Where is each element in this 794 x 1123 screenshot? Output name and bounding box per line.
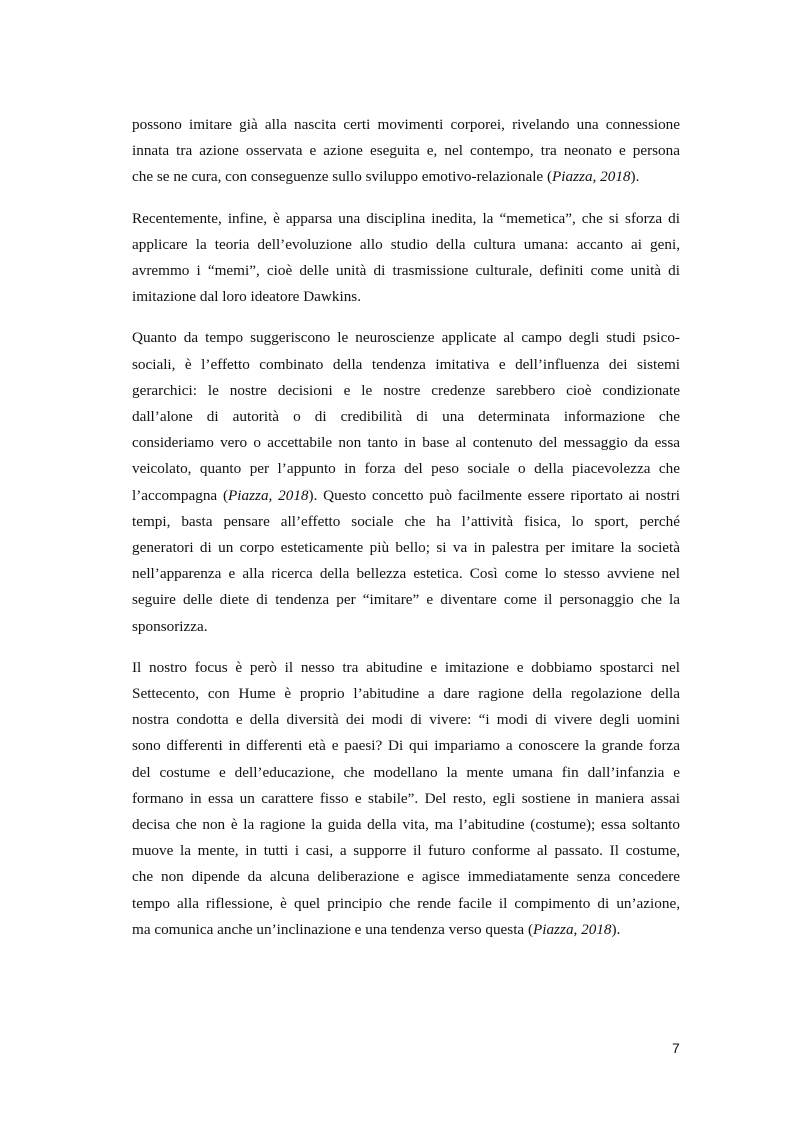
paragraph-4	[132, 655, 680, 943]
citation: Piazza, 2018	[228, 486, 309, 504]
citation: Piazza, 2018	[533, 920, 612, 938]
text-line: Recentemente, infine, è apparsa una disciplina inedita, la “memetica”, che si sforza di	[132, 209, 680, 227]
text-line: nostra condotta e della diversità dei modi di vivere: “i modi di vivere degli uomini	[132, 711, 680, 729]
text-line: dall’alone di autorità o di credibilità di una determinata informazione che	[132, 408, 680, 426]
text-fragment: ).	[611, 920, 621, 938]
text-line: che non dipende da alcuna deliberazione e agisce immediatamente senza concedere	[132, 868, 680, 886]
text-line: decisa che non è la ragione la guida della vita, ma l’abitudine (costume); essa soltanto	[132, 816, 680, 834]
page-number: 7	[672, 1040, 680, 1056]
text-line: Settecento, con Hume è proprio l’abitudine a dare ragione della regolazione della	[132, 685, 680, 703]
text-line: seguire delle diete di tendenza per “imitare” e diventare come il personaggio che la	[132, 591, 680, 609]
text-line: generatori di un corpo esteticamente più bello; si va in palestra per imitare la società	[132, 539, 680, 557]
text-line: tempo alla riflessione, è quel principio che rende facile il compimento di un’azione,	[132, 894, 680, 912]
text-line: possono imitare già alla nascita certi movimenti corporei, rivelando una connessione	[132, 116, 680, 133]
text-line: innata tra azione osservata e azione eseguita e, nel contempo, tra neonato e persona	[132, 142, 680, 160]
text-fragment: che se ne cura, con conseguenze sullo sviluppo emotivo-relazionale (	[132, 168, 553, 186]
text-line: sociali, è l’effetto combinato della tendenza imitativa e dell’influenza dei sistemi	[132, 355, 680, 373]
paragraph-3	[132, 325, 680, 639]
citation: Piazza, 2018	[552, 168, 631, 186]
text-line: nell’apparenza e alla ricerca della bellezza estetica. Così come lo stesso avviene nel	[132, 565, 680, 583]
paragraph-1	[132, 112, 680, 191]
text-line: consideriamo vero o accettabile non tanto in base al contenuto del messaggio da essa	[132, 434, 680, 452]
text-line: formano in essa un carattere fisso e stabile”. Del resto, egli sostiene in maniera assai	[132, 789, 680, 807]
text-line: imitazione dal loro ideatore Dawkins.	[132, 288, 362, 306]
text-line: tempi, basta pensare all’effetto sociale che ha l’attività fisica, lo sport, perché	[132, 512, 680, 530]
text-line	[132, 164, 680, 190]
text-line: avremmo i “memi”, cioè delle unità di trasmissione culturale, definiti come unità di	[132, 262, 680, 280]
text-fragment: ). Questo concetto può facilmente essere riportato ai nostri	[308, 486, 680, 504]
text-line: sponsorizza.	[132, 617, 208, 635]
text-line: Il nostro focus è però il nesso tra abitudine e imitazione e dobbiamo spostarci nel	[132, 658, 680, 676]
text-line	[132, 483, 680, 509]
text-line: Quanto da tempo suggeriscono le neuroscienze applicate al campo degli studi psico-	[132, 329, 680, 347]
text-line: applicare la teoria dell’evoluzione allo studio della cultura umana: accanto ai geni,	[132, 235, 680, 253]
text-fragment: ma comunica anche un’inclinazione e una tendenza verso questa (	[132, 920, 534, 938]
text-fragment: l’accompagna (	[132, 486, 229, 504]
text-line	[132, 917, 680, 943]
text-line: sono differenti in differenti età e paesi? Di qui impariamo a conoscere la grande forza	[132, 737, 680, 755]
text-line: gerarchici: le nostre decisioni e le nostre credenze sarebbero cioè condizionate	[132, 381, 680, 399]
text-line: del costume e dell’educazione, che modellano la mente umana fin dall’infanzia e	[132, 763, 680, 781]
text-line: veicolato, quanto per l’appunto in forza del peso sociale o della piacevolezza che	[132, 460, 680, 478]
text-line: muove la mente, in tutti i casi, a supporre il futuro conforme al passato. Il costume,	[132, 842, 680, 860]
paragraph-2	[132, 206, 680, 311]
page-body	[132, 112, 680, 958]
text-fragment: ).	[630, 168, 640, 186]
